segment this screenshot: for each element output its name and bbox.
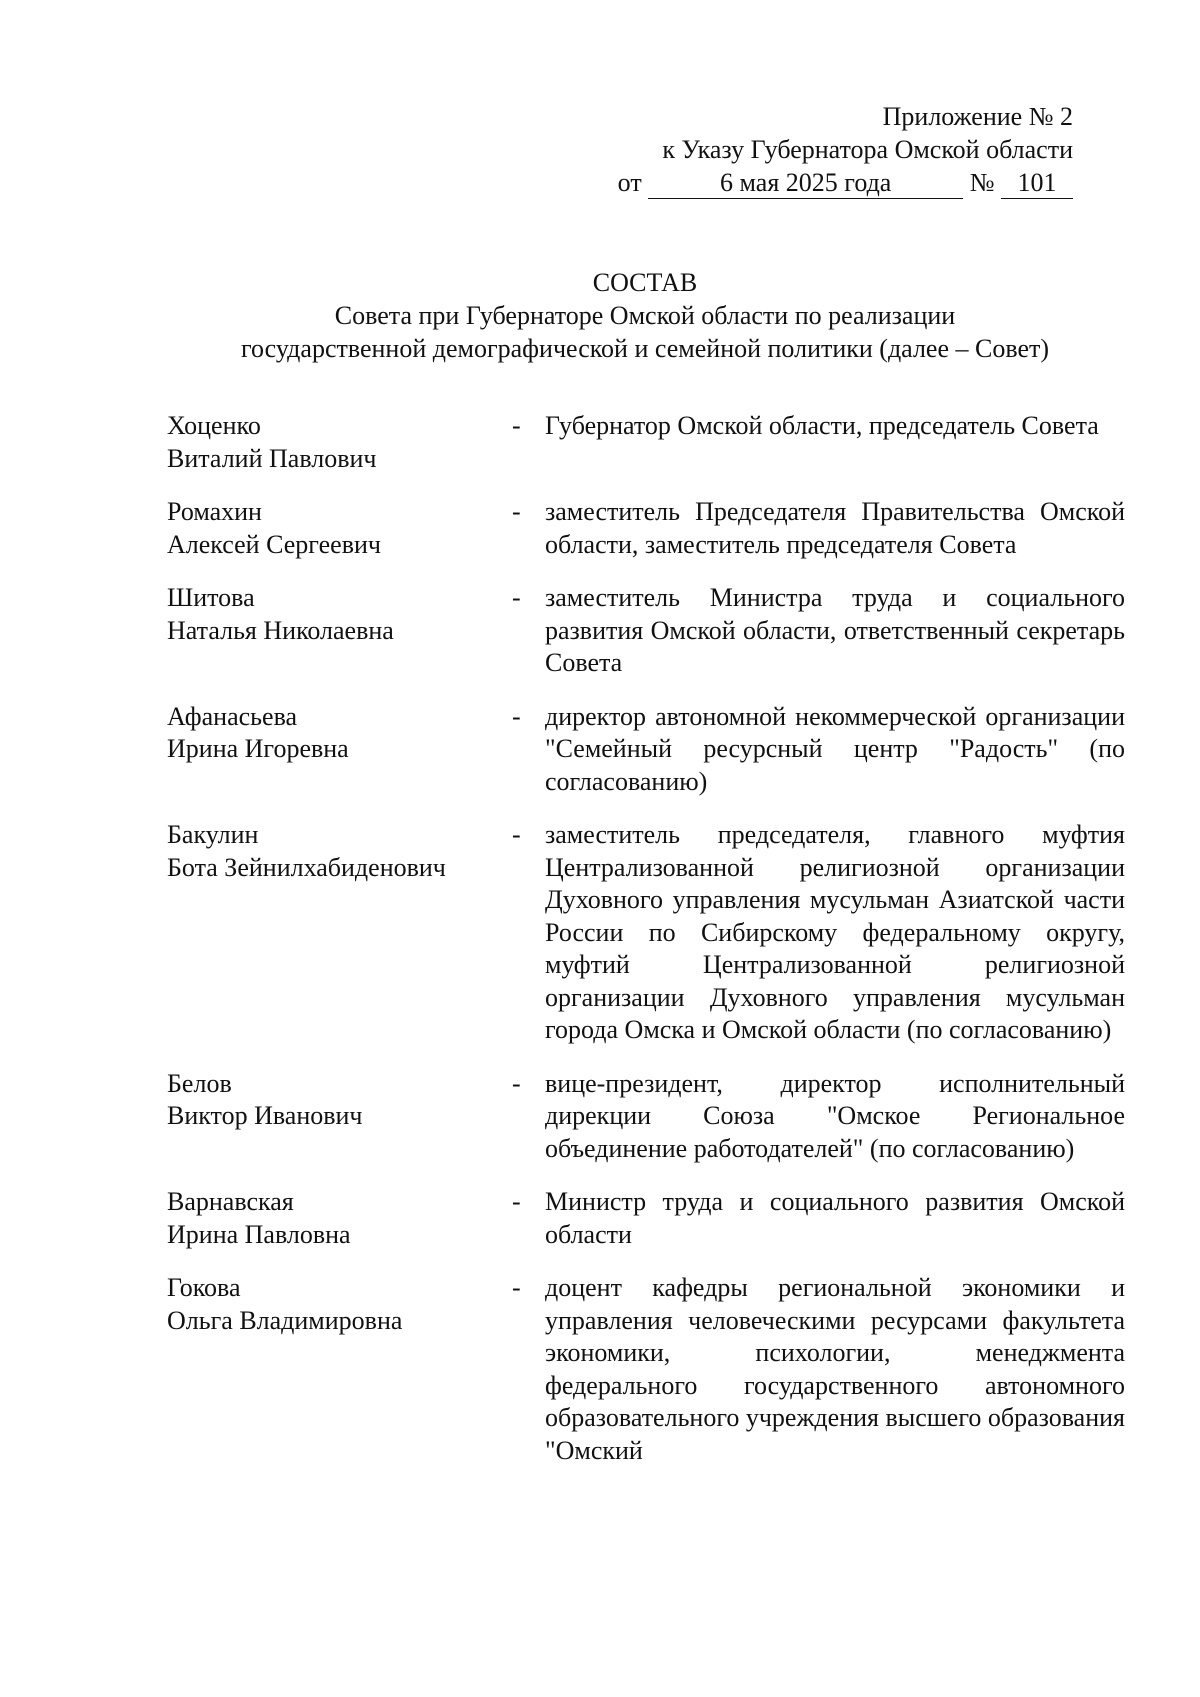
member-name (167, 410, 512, 475)
title-line-1: Совета при Губернаторе Омской области по реализации (334, 301, 956, 330)
member-role: вице-президент, директор исполнительный дирекции Союза "Омское Региональное объединение работодателей" (по согласованию) (545, 1068, 1125, 1163)
member-given-name: Алексей Сергеевич (167, 529, 381, 559)
member-row (167, 1068, 1125, 1166)
member-role: директор автономной некоммерческой организации "Семейный ресурсный центр "Радость" (по согласованию) (545, 701, 1125, 796)
member-surname: Белов (167, 1068, 232, 1098)
appendix-number: Приложение № 2 (882, 102, 1073, 131)
member-name (167, 582, 512, 680)
member-surname: Гокова (167, 1273, 241, 1302)
member-dash: - (512, 1273, 521, 1302)
member-surname: Бакулин (167, 820, 259, 849)
member-given-name: Ольга Владимировна (167, 1305, 403, 1335)
member-row (167, 701, 1125, 799)
document-title (0, 266, 1200, 365)
decree-date: 6 мая 2025 года (648, 168, 963, 199)
member-role: заместитель Председателя Правительства Омской области, заместитель председателя Совета (545, 497, 1125, 559)
member-row (167, 582, 1125, 680)
member-given-name: Бота Зейнилхабиденович (167, 852, 446, 882)
member-given-name: Ирина Павловна (167, 1219, 351, 1249)
member-name (167, 1186, 512, 1251)
member-row (167, 1272, 1125, 1467)
member-dash: - (512, 583, 521, 612)
decree-reference: к Указу Губернатора Омской области (662, 135, 1073, 164)
member-role: заместитель председателя, главного муфтия Централизованной религиозной организации Духовного управления мусульман Азиатской части России по Сибирскому федеральному округу, муфтий Централизованной религиозной организации Духовного управления мусульман города Омска и Омской области (по согласованию) (545, 820, 1125, 1044)
title-line-2: государственной демографической и семейной политики (далее – Совет) (240, 334, 1050, 363)
decree-date-line (618, 166, 1073, 199)
member-row (167, 410, 1125, 475)
member-surname: Ромахин (167, 497, 262, 526)
member-dash: - (512, 1068, 521, 1098)
member-dash: - (512, 1187, 521, 1216)
member-given-name: Виктор Иванович (167, 1101, 363, 1130)
member-role: Губернатор Омской области, председатель Совета (545, 411, 1099, 440)
member-row (167, 496, 1125, 561)
member-surname: Хоценко (167, 411, 261, 440)
member-name (167, 496, 512, 561)
member-row (167, 819, 1125, 1047)
member-role: заместитель Министра труда и социального развития Омской области, ответственный секретарь Совета (545, 583, 1125, 677)
member-dash: - (512, 820, 521, 849)
member-name (167, 1068, 512, 1166)
members-list (167, 410, 1125, 1488)
decree-number: 101 (1001, 168, 1073, 199)
member-surname: Шитова (167, 583, 255, 612)
member-name (167, 1272, 512, 1467)
member-role: Министр труда и социального развития Омской области (545, 1187, 1125, 1249)
member-dash: - (512, 701, 521, 731)
member-dash: - (512, 411, 521, 440)
member-name (167, 701, 512, 799)
number-prefix: № (969, 168, 995, 197)
member-given-name: Ирина Игоревна (167, 734, 349, 763)
member-dash: - (512, 497, 521, 526)
member-role: доцент кафедры региональной экономики и управления человеческими ресурсами факультета экономики, психологии, менеджмента федерального государственного автономного образовательного учреждения высшего образования "Омский (545, 1273, 1125, 1465)
member-surname: Афанасьева (167, 701, 298, 731)
appendix-header (618, 100, 1073, 199)
date-prefix: от (617, 168, 642, 197)
member-given-name: Наталья Николаевна (167, 615, 394, 645)
member-surname: Варнавская (167, 1187, 294, 1216)
member-row (167, 1186, 1125, 1251)
member-given-name: Виталий Павлович (167, 443, 377, 473)
title-heading: СОСТАВ (592, 268, 698, 297)
member-name (167, 819, 512, 1047)
